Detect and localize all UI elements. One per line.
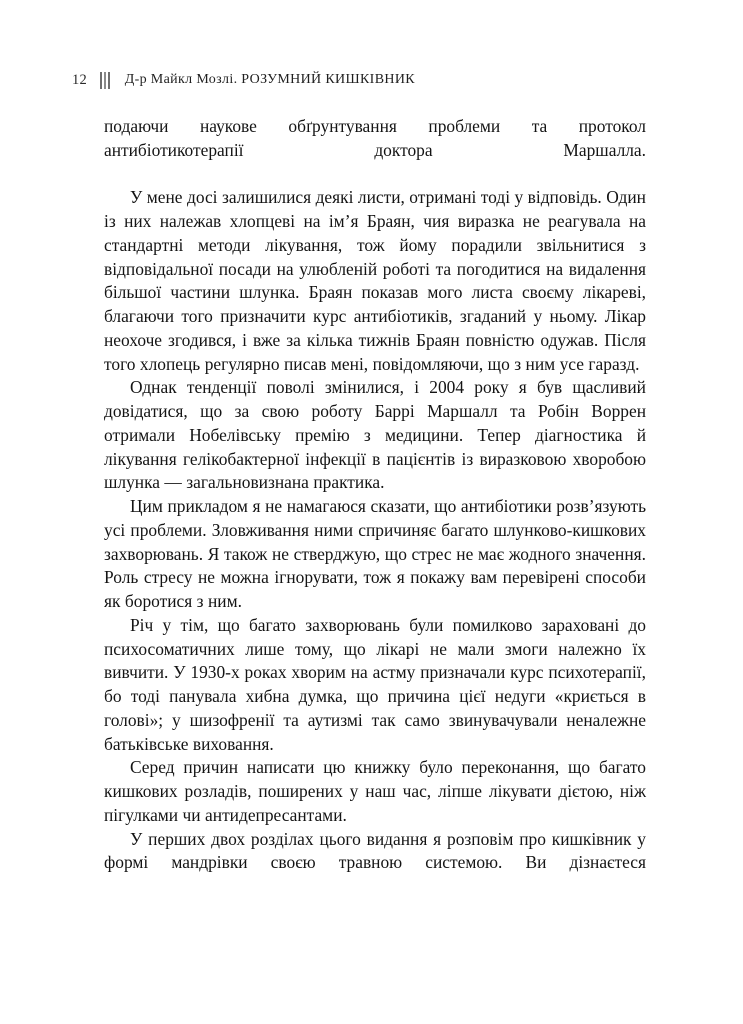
paragraph-3: Однак тенденції поволі змінилися, і 2004 року я був щасливий довідатися, що за свою роботу Баррі Маршалл та Робін Воррен отримали Нобелівську премію з медицини. Тепер діагностика й лікування гелікобактерної інфекції в пацієнтів із виразковою хворобою шлунка — загальновизнана практика.: [104, 377, 646, 493]
paragraph-7: У перших двох розділах цього видання я розповім про кишківник у формі мандрівки своєю травною системою. Ви дізнаєтеся: [104, 828, 646, 873]
running-header: [72, 68, 652, 92]
body-text-column: [104, 115, 646, 899]
paragraph-5: Річ у тім, що багато захворювань були помилково зараховані до психосоматичних лише тому, що лікарі не мали змоги належно їх вивчити. У 1930-х роках хворим на астму призначали курс психотерапії, бо тоді панувала хибна думка, що причина цієї недуги «криється в голові»; у шизофренії та аутизмі так само звинувачували неналежне батьківське виховання.: [104, 614, 646, 754]
page-number: 12: [72, 71, 87, 88]
three-bars-ornament-icon: [100, 72, 110, 89]
paragraph-2: У мене досі залишилися деякі листи, отримані тоді у відповідь. Один із них належав хлопцеві на ім’я Браян, чия виразка не реагувала на стандартні методи лікування, тож йому порадили звільнитися з відповідальної посади на улюбленій роботі та погодитися на видалення більшої частини шлунка. Браян показав мого листа своєму лікареві, благаючи того призначити курс антибіотиків, згаданий у ньому. Лікар неохоче згодився, і вже за кілька тижнів Браян повністю одужав. Після того хлопець регулярно писав мені, повідомляючи, що з ним усе гаразд.: [104, 187, 646, 374]
paragraph-6: Серед причин написати цю книжку було переконання, що багато кишкових розладів, поширених у наш час, ліпше лікувати дієтою, ніж пігулками чи антидепресантами.: [104, 757, 646, 825]
paragraph-4: Цим прикладом я не намагаюся сказати, що антибіотики розв’язують усі проблеми. Зловживання ними спричиняє багато шлунково-кишкових захворювань. Я також не стверджую, що стрес не має жодного значення. Роль стресу не можна ігнорувати, тож я покажу вам перевірені способи як боротися з ним.: [104, 496, 646, 611]
running-header-title: Д-р Майкл Мозлі. РОЗУМНИЙ КИШКІВНИК: [124, 72, 415, 87]
paragraph-1: подаючи наукове обґрунтування проблеми та протокол антибіотикотерапії доктора Маршалла.: [104, 116, 646, 160]
